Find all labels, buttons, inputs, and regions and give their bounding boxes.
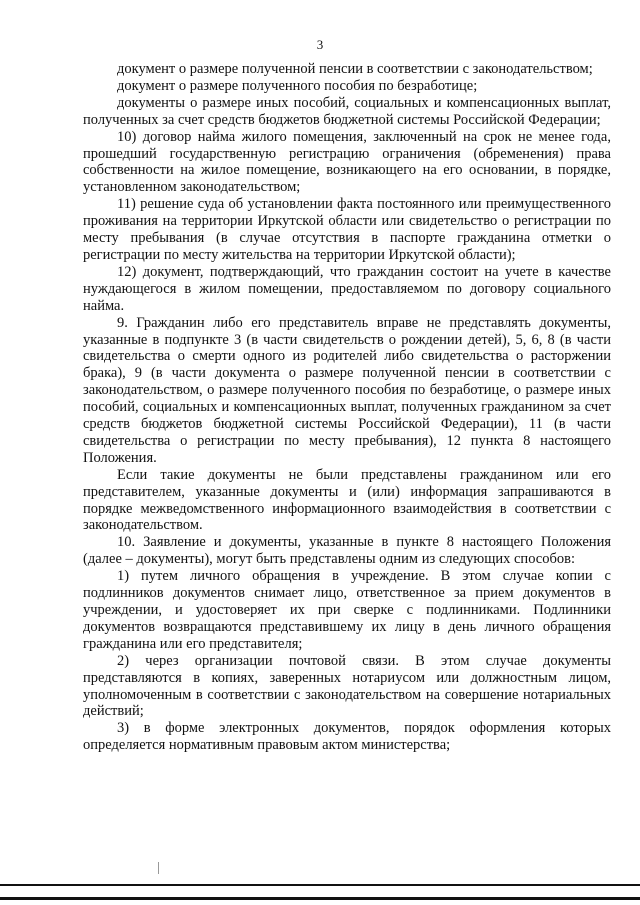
- scan-artifact-mark: [158, 862, 159, 874]
- paragraph-pension-document: документ о размере полученной пенсии в соответствии с законодательством;: [117, 61, 593, 77]
- paragraph-item-10: 10) договор найма жилого помещения, заключенный на срок не менее года, прошедший государственную регистрацию ограничения (обременения) права собственности на жилое помещение, возникающего на его основании, в порядке, установленном законодательством;: [83, 128, 611, 196]
- scan-edge-line-bottom: [0, 897, 640, 900]
- page-number: 3: [316, 37, 324, 52]
- document-body: [83, 61, 611, 754]
- paragraph-method-1: 1) путем личного обращения в учреждение. В этом случае копии с подлинников документов снимает лицо, ответственное за прием документов в учреждении, и удостоверяет их при сверке с подлинниками. Подлинники документов возвращаются представившему их лицу в день личного обращения гражданина или его представителя;: [83, 568, 611, 652]
- paragraph-unemployment-document: документ о размере полученного пособия по безработице;: [117, 77, 478, 94]
- scan-edge-line: [0, 884, 640, 886]
- paragraph-clause-10: 10. Заявление и документы, указанные в пункте 8 настоящего Положения (далее – документы), могут быть представлены одним из следующих способов:: [83, 534, 611, 568]
- paragraph-item-12: 12) документ, подтверждающий, что гражданин состоит на учете в качестве нуждающегося в жилом помещении, предоставляемом по договору социального найма.: [83, 263, 611, 314]
- paragraph-clause-9: 9. Гражданин либо его представитель вправе не представлять документы, указанные в подпункте 3 (в части свидетельств о рождении детей), 5, 6, 8 (в части свидетельства о смерти одного из родителей либо свидетельства о расторжении брака), 9 (в части документа о размере полученной пенсии в соответствии с законодательством, о размере полученного пособия по безработице, о размере иных пособий, социальных и компенсационных выплат, полученных гражданином за счет средств бюджетов бюджетной системы Российской Федерации), 11 (в части свидетельства о регистрации по месту пребывания), 12 пункта 8 настоящего Положения.: [83, 314, 611, 466]
- paragraph-interagency-request: Если такие документы не были представлены гражданином или его представителем, указанные документы и (или) информация запрашиваются в порядке межведомственного информационного взаимодействия в соответствии с законодательством.: [83, 466, 611, 534]
- paragraph-other-benefits-document: документы о размере иных пособий, социальных и компенсационных выплат, полученных за счет средств бюджетов бюджетной системы Российской Федерации;: [83, 94, 611, 128]
- paragraph-item-11: 11) решение суда об установлении факта постоянного или преимущественного проживания на территории Иркутской области или свидетельство о регистрации по месту пребывания (в случае отсутствия в паспорте гражданина отметки о регистрации по месту жительства на территории Иркутской области);: [83, 196, 611, 263]
- paragraph-method-3: 3) в форме электронных документов, порядок оформления которых определяется нормативным правовым актом министерства;: [83, 720, 611, 754]
- paragraph-method-2: 2) через организации почтовой связи. В этом случае документы представляются в копиях, заверенных нотариусом или должностным лицом, уполномоченным в соответствии с законодательством на совершение нотариальных действий;: [83, 652, 611, 720]
